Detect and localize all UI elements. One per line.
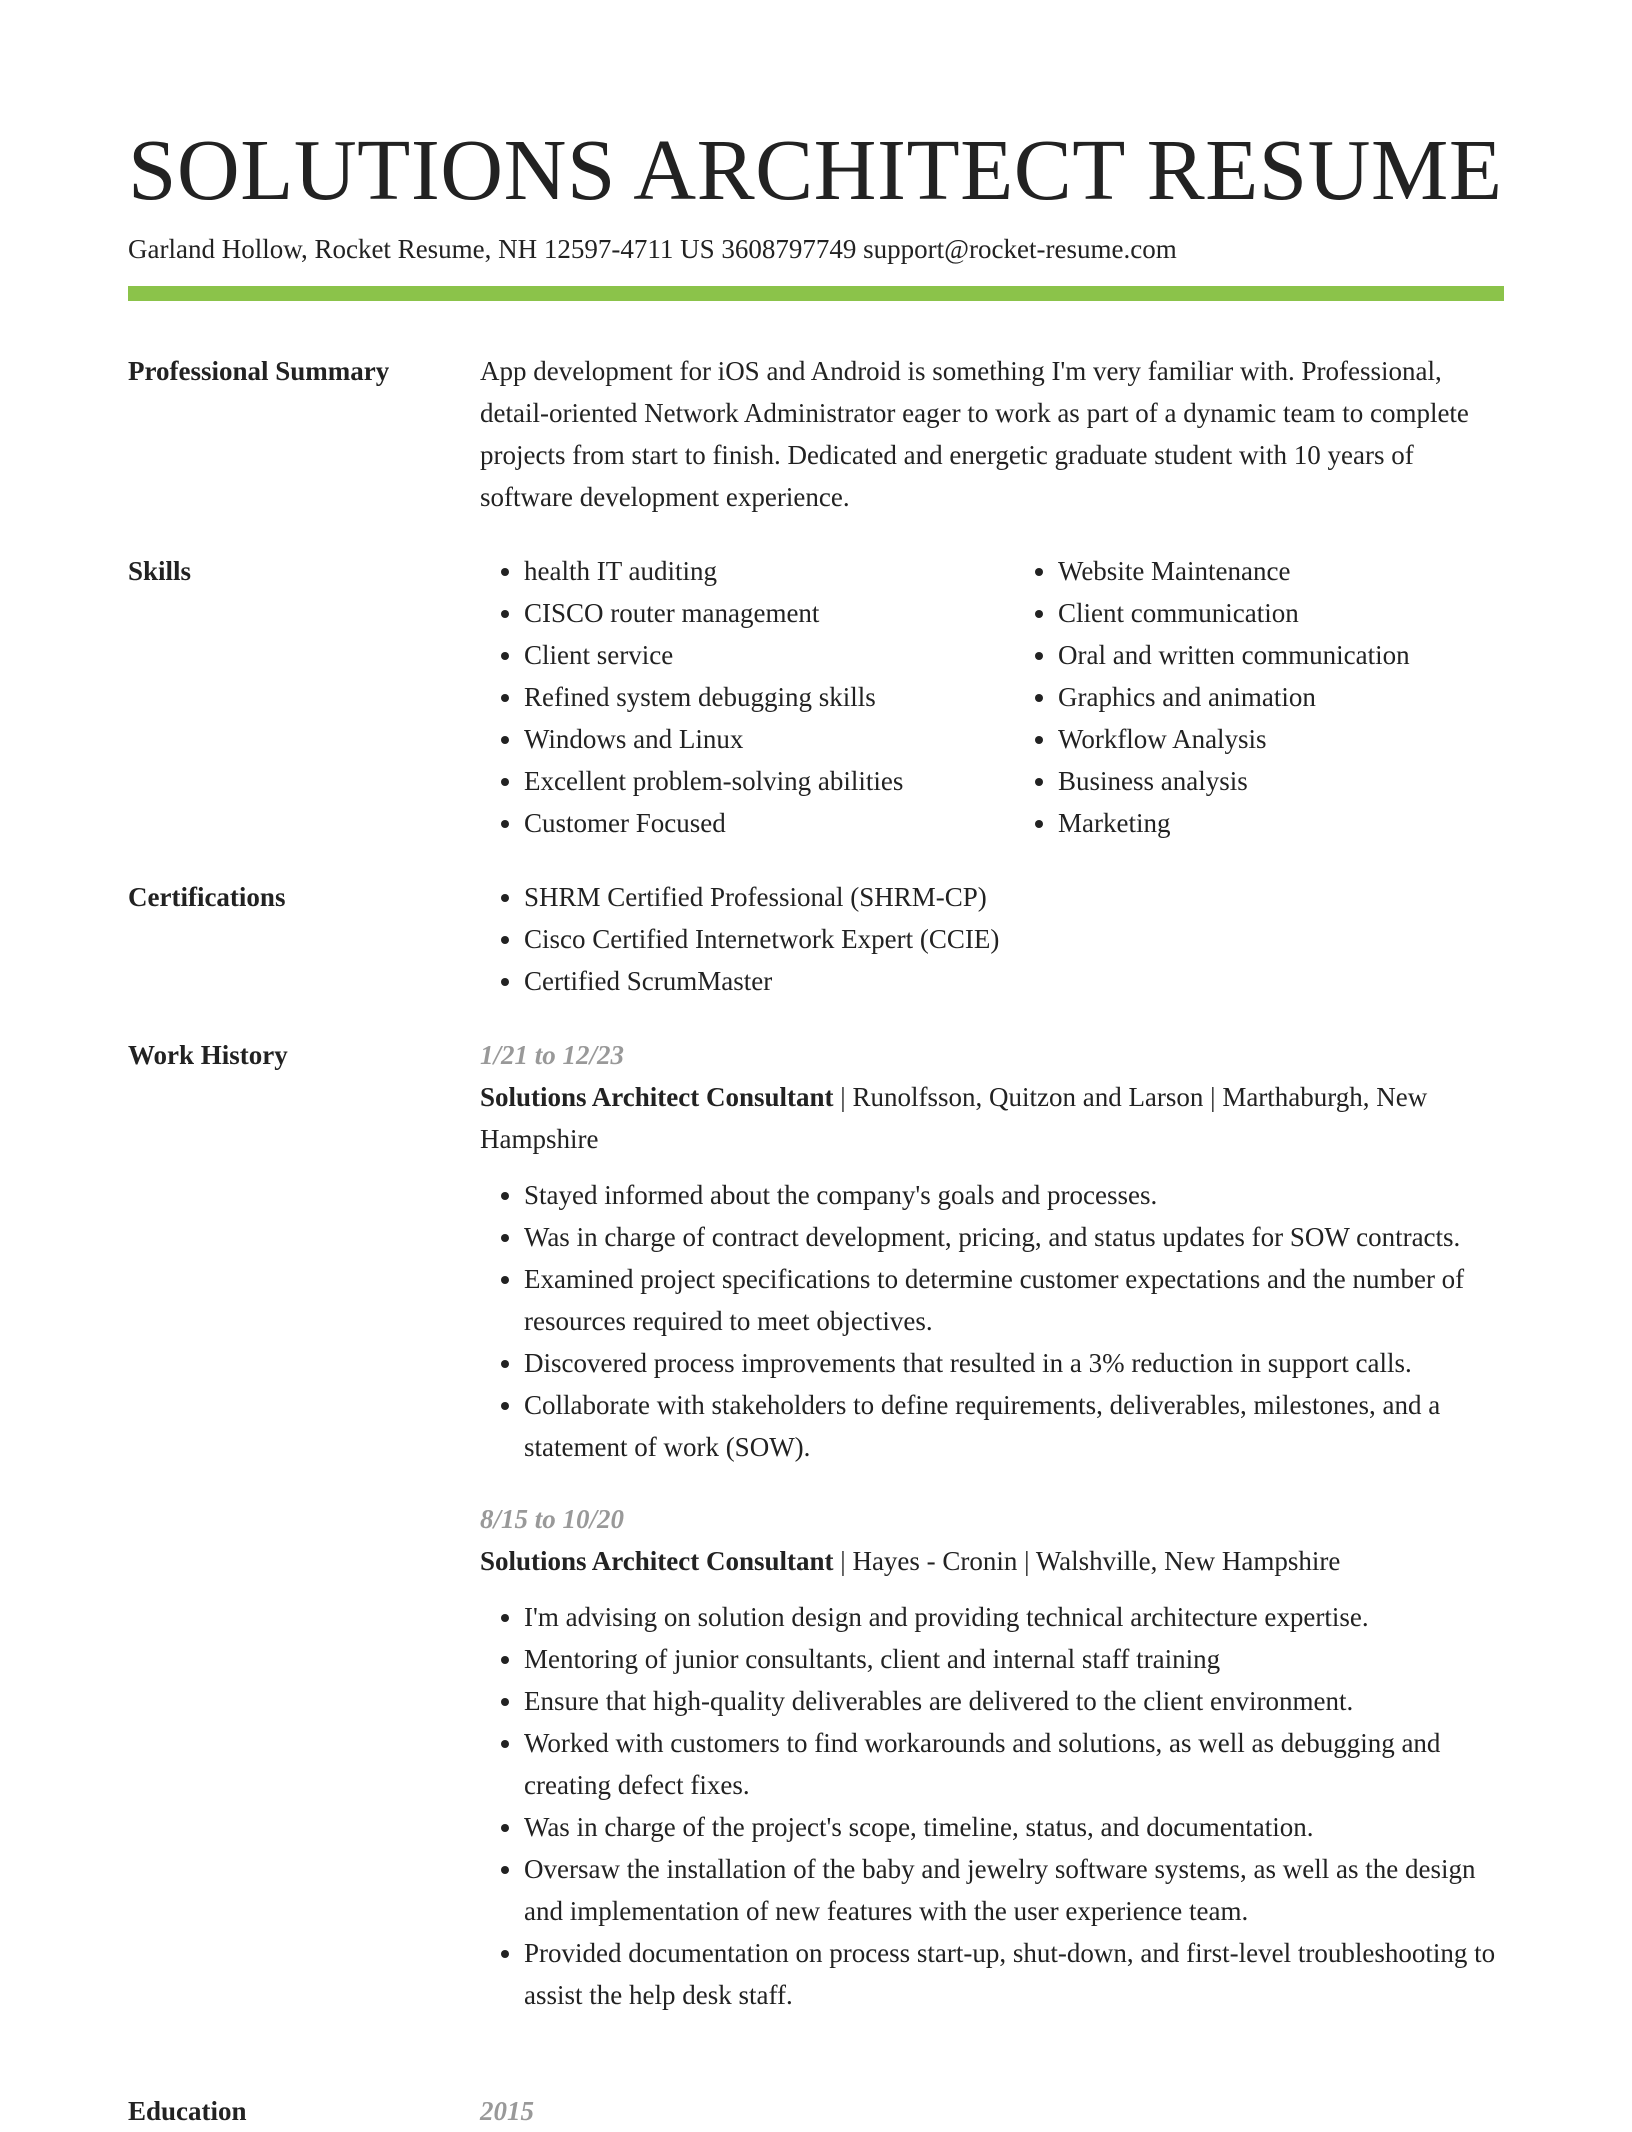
job-duties [480,1174,1504,1468]
contact-line: Garland Hollow, Rocket Resume, NH 12597-4711 US 3608797749 support@rocket-resume.com [128,234,1177,264]
job-dates: 1/21 to 12/23 [480,1040,625,1070]
skill-item: • Customer Focused [524,802,970,844]
skills-column-2 [1014,550,1504,844]
skill-item: • Client communication [1058,592,1504,634]
summary-body [480,350,1504,518]
skill-item: • Windows and Linux [524,718,970,760]
skills-column-1 [480,550,970,844]
skill-item: • health IT auditing [524,550,970,592]
skill-item: • Client service [524,634,970,676]
job-details: | Hayes - Cronin | Walshville, New Hampshire [833,1546,1341,1576]
skill-item: • Website Maintenance [1058,550,1504,592]
certifications-body [480,876,1504,1002]
job-duties [480,1596,1504,2016]
skills-label: Skills [128,556,192,586]
summary-label: Professional Summary [128,356,390,386]
skill-item: • Workflow Analysis [1058,718,1504,760]
job-duty: • Collaborate with stakeholders to define requirements, deliverables, milestones, and a statement of work (SOW). [524,1384,1504,1468]
job-duty: • Provided documentation on process start-up, shut-down, and first-level troubleshooting to assist the help desk staff. [524,1932,1504,2016]
certification-item: • Cisco Certified Internetwork Expert (CCIE) [524,918,1504,960]
work-history-body [480,1034,1504,2046]
job-entry [480,1034,1504,1468]
job-heading [480,1540,1504,1582]
job-dates: 8/15 to 10/20 [480,1504,625,1534]
certifications-label: Certifications [128,882,286,912]
certification-item: • SHRM Certified Professional (SHRM-CP) [524,876,1504,918]
education-year: 2015 [480,2096,534,2126]
skill-item: • Business analysis [1058,760,1504,802]
summary-text: App development for iOS and Android is something I'm very familiar with. Professional, detail-oriented Network Administrator eager to work as part of a dynamic team to complete projects from start to finish. Dedicated and energetic graduate student with 10 years of software development experience. [480,356,1469,512]
skill-item: • Graphics and animation [1058,676,1504,718]
skill-item: • Marketing [1058,802,1504,844]
resume-title: SOLUTIONS ARCHITECT RESUME [128,121,1503,218]
job-duty: • Examined project specifications to determine customer expectations and the number of resources required to meet objectives. [524,1258,1504,1342]
job-entry [480,1498,1504,2016]
skill-item: • Excellent problem-solving abilities [524,760,970,802]
job-heading [480,1076,1504,1160]
certifications-list [480,876,1504,1002]
education-body [480,2090,1504,2132]
job-title: Solutions Architect Consultant [480,1546,834,1576]
job-duty: • Oversaw the installation of the baby and jewelry software systems, as well as the design and implementation of new features with the user experience team. [524,1848,1504,1932]
job-duty: • Mentoring of junior consultants, client and internal staff training [524,1638,1504,1680]
skill-item: • Refined system debugging skills [524,676,970,718]
job-details: | Runolfsson, Quitzon and Larson | Marthaburgh, New Hampshire [480,1082,1428,1154]
work-history-label: Work History [128,1040,288,1070]
job-duty: • Worked with customers to find workarounds and solutions, as well as debugging and creating defect fixes. [524,1722,1504,1806]
job-duty: • Discovered process improvements that resulted in a 3% reduction in support calls. [524,1342,1504,1384]
header-divider [128,286,1504,301]
job-duty: • Stayed informed about the company's goals and processes. [524,1174,1504,1216]
job-duty: • I'm advising on solution design and providing technical architecture expertise. [524,1596,1504,1638]
skill-item: • CISCO router management [524,592,970,634]
job-duty: • Ensure that high-quality deliverables are delivered to the client environment. [524,1680,1504,1722]
skill-item: • Oral and written communication [1058,634,1504,676]
education-label: Education [128,2096,247,2126]
job-duty: • Was in charge of the project's scope, timeline, status, and documentation. [524,1806,1504,1848]
job-title: Solutions Architect Consultant [480,1082,834,1112]
skills-body [480,550,1504,844]
certification-item: • Certified ScrumMaster [524,960,1504,1002]
job-duty: • Was in charge of contract development, pricing, and status updates for SOW contracts. [524,1216,1504,1258]
